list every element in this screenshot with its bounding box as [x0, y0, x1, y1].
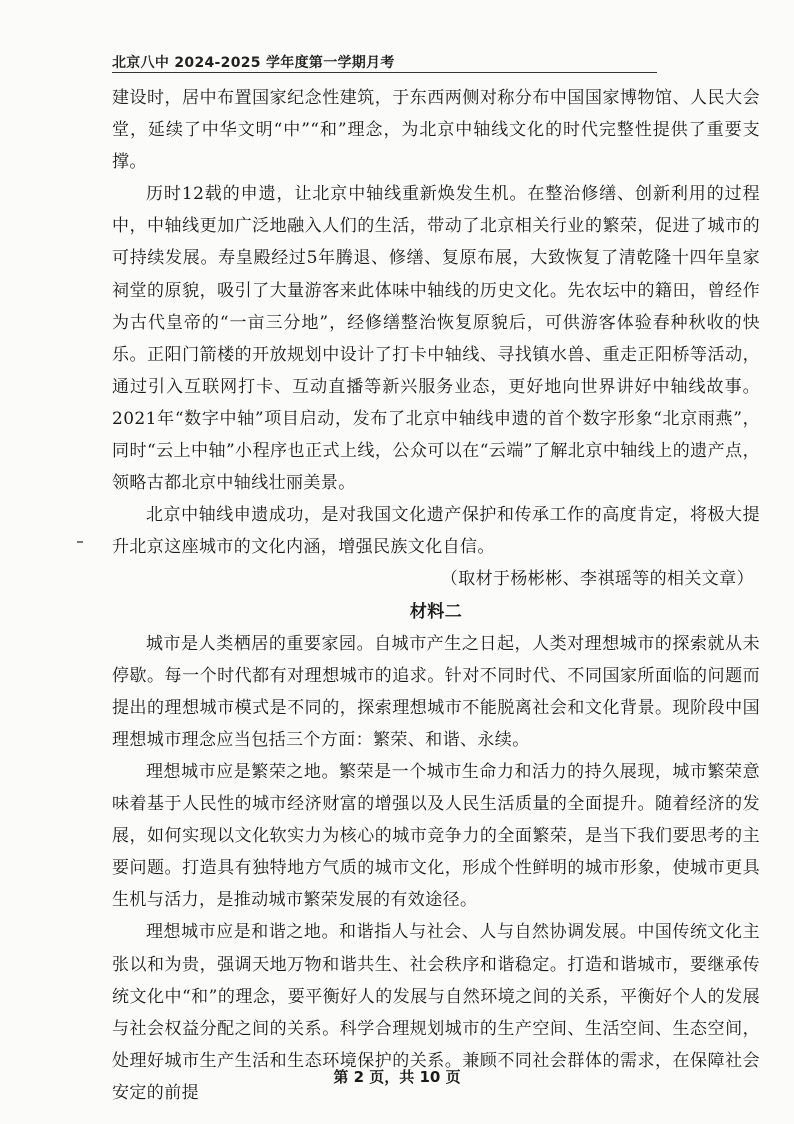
paragraph: 理想城市应是繁荣之地。繁荣是一个城市生命力和活力的持久展现，城市繁荣意味着基于人民性的城市经济财富的增强以及人民生活质量的全面提升。随着经济的发展，如何实现以文化软实力为核心的城市竞争力的全面繁荣，是当下我们要思考的主要问题。打造具有独特地方气质的城市文化，形成个性鲜明的城市形象，使城市更具生机与活力，是推动城市繁荣发展的有效途径。: [112, 761, 760, 911]
paragraph-continuation: 建设时，居中布置国家纪念性建筑，于东西两侧对称分布中国国家博物馆、人民大会堂，延续了中华文明“中”“和”理念，为北京中轴线文化的时代完整性提供了重要支撑。: [112, 88, 760, 173]
section-title: 材料二: [409, 601, 463, 622]
source-note: （取材于杨彬彬、李祺瑶等的相关文章）: [440, 569, 754, 590]
scan-speck: [77, 541, 83, 543]
paragraph: 北京中轴线申遗成功，是对我国文化遗产保护和传承工作的高度肯定，将极大提升北京这座城市的文化内涵，增强民族文化自信。: [112, 505, 760, 558]
article-body: [112, 82, 760, 1109]
paragraph: 城市是人类栖居的重要家园。自城市产生之日起，人类对理想城市的探索就从未停歇。每一个时代都有对理想城市的追求。针对不同时代、不同国家所面临的问题而提出的理想城市模式是不同的，探索理想城市不能脱离社会和文化背景。现阶段中国理想城市理念应当包括三个方面：繁荣、和谐、永续。: [112, 633, 760, 750]
page-number: 第 2 页，共 10 页: [333, 1068, 461, 1086]
header-rule: [112, 72, 657, 73]
exam-header: 北京八中 2024-2025 学年度第一学期月考: [112, 55, 395, 71]
paragraph: 理想城市应是和谐之地。和谐指人与社会、人与自然协调发展。中国传统文化主张以和为贵，强调天地万物和谐共生、社会秩序和谐稳定。打造和谐城市，要继承传统文化中“和”的理念，要平衡好人的发展与自然环境之间的关系，平衡好个人的发展与社会权益分配之间的关系。科学合理规划城市的生产空间、生活空间、生态空间，处理好城市生产生活和生态环境保护的关系。兼顾不同社会群体的需求，在保障社会安定的前提: [112, 922, 760, 1103]
paragraph: 历时12载的申遗，让北京中轴线重新焕发生机。在整治修缮、创新利用的过程中，中轴线更加广泛地融入人们的生活，带动了北京相关行业的繁荣，促进了城市的可持续发展。寿皇殿经过5年腾退、修缮、复原布展，大致恢复了清乾隆十四年皇家祠堂的原貌，吸引了大量游客来此体味中轴线的历史文化。先农坛中的籍田，曾经作为古代皇帝的“一亩三分地”，经修缮整治恢复原貌后，可供游客体验春种秋收的快乐。正阳门箭楼的开放规划中设计了打卡中轴线、寻找镇水兽、重走正阳桥等活动，通过引入互联网打卡、互动直播等新兴服务业态，更好地向世界讲好中轴线故事。2021年“数字中轴”项目启动，发布了北京中轴线申遗的首个数字形象“北京雨燕”，同时“云上中轴”小程序也正式上线，公众可以在“云端”了解北京中轴线上的遗产点，领略古都北京中轴线壮丽美景。: [112, 184, 760, 494]
